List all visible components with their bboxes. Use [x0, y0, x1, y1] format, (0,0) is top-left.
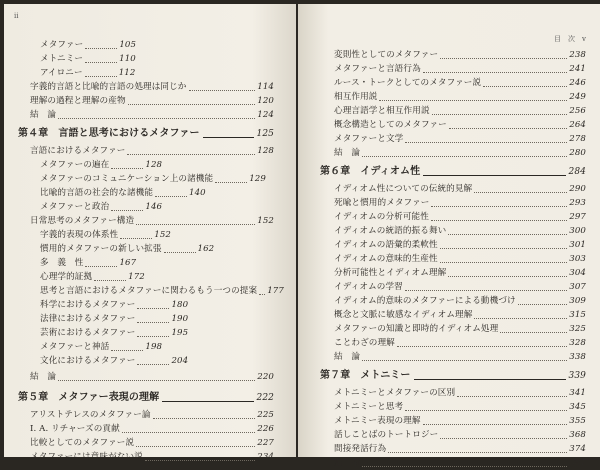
toc-entry-page: 338: [569, 352, 586, 362]
toc-entry: [334, 266, 586, 280]
toc-entry-title: ルース・トークとしてのメタファー説: [334, 78, 482, 88]
toc-entry: [334, 146, 586, 160]
chapter-title: 第７章 メトニミー: [320, 370, 411, 381]
toc-entry-page: 293: [569, 198, 586, 208]
toc-entry-title: 文化におけるメタファー: [40, 356, 136, 366]
dot-leader: [440, 438, 567, 439]
toc-entry-title: メタファーには意味がない説: [30, 452, 143, 462]
toc-entry-page: 180: [171, 300, 189, 310]
dot-leader: [137, 322, 169, 323]
toc-entry-title: メトニミー表現の理解: [334, 416, 421, 426]
toc-entry-page: 146: [145, 202, 163, 212]
toc-entry-page: 315: [569, 310, 586, 320]
toc-entry-page: 345: [569, 402, 586, 412]
toc-entry-title: ことわざの理解: [334, 338, 395, 348]
toc-entry: [30, 370, 274, 384]
toc-entry: [334, 48, 586, 62]
toc-entry: [40, 200, 162, 214]
toc-entry-title: 間接発話行為: [334, 444, 387, 454]
toc-entry: [334, 442, 586, 456]
toc-entry-page: 227: [257, 438, 274, 448]
toc-entry-page: 162: [197, 244, 215, 254]
toc-entry-page: 234: [257, 452, 274, 462]
dot-leader: [440, 248, 568, 249]
toc-entry-page: 246: [569, 78, 586, 88]
toc-entry-page: 177: [267, 286, 284, 296]
dot-leader: [397, 346, 567, 347]
dot-leader: [145, 460, 255, 461]
toc-entry-title: メタファーと文学: [334, 134, 404, 144]
toc-entry-title: 結 論: [334, 458, 361, 468]
dot-leader: [474, 192, 567, 193]
toc-entry: [334, 386, 586, 400]
toc-entry-title: 日常思考のメタファー構造: [30, 216, 135, 226]
toc-entry-page: 278: [569, 134, 586, 144]
toc-entry: [334, 196, 586, 210]
toc-entry-page: 238: [569, 50, 586, 60]
toc-entry-title: メトニミーとメタファーの区別: [334, 388, 456, 398]
toc-entry-title: 概念構造としてのメタファー: [334, 120, 447, 130]
dot-leader: [111, 168, 143, 169]
toc-entry-page: 220: [257, 372, 274, 382]
toc-entry-title: 死喩と慣用的メタファー: [334, 198, 430, 208]
dot-leader: [423, 72, 568, 73]
chapter-heading: [320, 369, 586, 383]
toc-entry-title: 比較としてのメタファー説: [30, 438, 135, 448]
toc-entry: [30, 422, 274, 436]
dot-leader: [362, 466, 567, 467]
dot-leader: [189, 90, 256, 91]
toc-entry-page: 300: [569, 226, 586, 236]
toc-entry: [334, 428, 586, 442]
toc-entry-title: アリストテレスのメタファー論: [30, 410, 151, 420]
toc-entry-page: 129: [249, 174, 266, 184]
dot-leader: [440, 262, 568, 263]
toc-entry-title: 芸術におけるメタファー: [40, 328, 136, 338]
toc-entry-title: 字義的表現の体系性: [40, 230, 119, 240]
dot-leader: [137, 308, 169, 309]
dot-leader: [111, 350, 143, 351]
dot-leader: [405, 142, 567, 143]
toc-entry: [40, 354, 188, 368]
dot-leader: [153, 418, 256, 419]
toc-entry-title: 結 論: [30, 110, 57, 120]
chapter-page: 339: [568, 371, 586, 381]
dot-leader: [137, 336, 169, 337]
toc-entry: [40, 270, 145, 284]
toc-entry: [334, 210, 586, 224]
toc-entry-page: 264: [569, 120, 586, 130]
toc-entry-title: 心理言語学と相互作用説: [334, 106, 430, 116]
toc-entry-title: イディオムの分析可能性: [334, 212, 429, 222]
toc-entry: [30, 94, 274, 108]
dot-leader: [362, 360, 567, 361]
chapter-heading: [18, 127, 274, 141]
toc-entry-page: 249: [569, 92, 586, 102]
toc-entry-title: メタファーと神話: [40, 342, 110, 352]
toc-entry-title: メタファーと政治: [40, 202, 110, 212]
toc-entry-title: 科学におけるメタファー: [40, 300, 136, 310]
chapter-title: 第６章 イディオム性: [320, 166, 421, 177]
toc-entry: [40, 326, 188, 340]
dot-leader: [94, 280, 126, 281]
dot-leader: [136, 224, 255, 225]
chapter-page: 284: [568, 167, 586, 177]
toc-entry-page: 304: [569, 268, 586, 278]
toc-entry: [334, 224, 586, 238]
toc-entry-title: メトニミー: [40, 54, 84, 64]
dot-leader: [379, 100, 567, 101]
dot-leader: [474, 318, 567, 319]
toc-entry: [334, 182, 586, 196]
dot-leader: [405, 410, 567, 411]
toc-entry-page: 198: [145, 342, 163, 352]
toc-entry-title: イディオムの統語的振る舞い: [334, 226, 447, 236]
toc-entry-title: 分析可能性とイディオム理解: [334, 268, 447, 278]
toc-entry-page: 152: [154, 230, 171, 240]
toc-entry: [30, 214, 274, 228]
toc-entry: [334, 62, 586, 76]
dot-leader: [85, 62, 117, 63]
dot-leader: [136, 446, 255, 447]
dot-leader: [432, 114, 568, 115]
toc-entry-title: メトニミーと思考: [334, 402, 404, 412]
chapter-page: 125: [256, 129, 274, 139]
dot-leader: [449, 128, 567, 129]
toc-entry-title: 字義的言語と比喩的言語の処理は同じか: [30, 82, 187, 92]
dot-leader: [85, 266, 117, 267]
toc-entry-title: イディオムの語彙的柔軟性: [334, 240, 438, 250]
toc-entry-title: I. A. リチャーズの貢献: [30, 424, 120, 434]
toc-entry-page: 297: [569, 212, 586, 222]
dot-leader: [448, 234, 567, 235]
chapter-rule: [162, 401, 253, 402]
dot-leader: [362, 156, 567, 157]
toc-entry: [30, 450, 274, 464]
dot-leader: [448, 276, 567, 277]
toc-entry-title: 相互作用説: [334, 92, 378, 102]
toc-entry-page: 256: [569, 106, 586, 116]
dot-leader: [58, 380, 255, 381]
dot-leader: [85, 48, 117, 49]
toc-entry-page: 120: [257, 96, 274, 106]
toc-entry-title: アイロニー: [40, 68, 83, 78]
toc-entry-page: 325: [569, 324, 586, 334]
toc-entry-page: 204: [171, 356, 189, 366]
toc-entry-page: 241: [569, 64, 586, 74]
toc-entry-title: メタファーと言語行為: [334, 64, 421, 74]
toc-entry-title: メタファーの知識と即時的イディオム処理: [334, 324, 499, 334]
toc-entry: [334, 456, 586, 470]
toc-entry-title: メタファー: [40, 40, 84, 50]
dot-leader: [85, 76, 117, 77]
toc-entry-title: メタファーのコミュニケーション上の諸機能: [40, 174, 214, 184]
toc-entry: [334, 238, 586, 252]
dot-leader: [431, 206, 567, 207]
toc-entry-title: 多 義 性: [40, 258, 84, 268]
toc-entry-title: 慣用的メタファーの新しい拡張: [40, 244, 162, 254]
toc-entry: [334, 336, 586, 350]
chapter-rule: [423, 175, 565, 176]
toc-entry-title: 比喩的言語の社会的な諸機能: [40, 188, 154, 198]
toc-entry: [40, 340, 162, 354]
dot-leader: [388, 452, 567, 453]
dot-leader: [127, 154, 255, 155]
toc-entry-title: 結 論: [334, 352, 361, 362]
toc-entry-title: 思考と言語におけるメタファーに関わるもう一つの提案: [40, 286, 258, 296]
toc-entry: [334, 76, 586, 90]
toc-entry-title: イディオムの意味的生産性: [334, 254, 438, 264]
left-page: [4, 4, 296, 462]
toc-entry-title: 理解の過程と理解の産物: [30, 96, 126, 106]
toc-entry: [40, 284, 284, 298]
toc-entry: [40, 38, 136, 52]
toc-entry-page: 172: [128, 272, 145, 282]
dot-leader: [215, 182, 247, 183]
toc-entry-page: 152: [257, 216, 274, 226]
right-page: [298, 4, 600, 468]
toc-entry-page: 301: [569, 240, 586, 250]
toc-entry-page: 381: [569, 458, 586, 468]
toc-entry: [30, 436, 274, 450]
toc-entry-page: 374: [569, 444, 586, 454]
toc-entry-title: 話しことばのトートロジー: [334, 430, 439, 440]
toc-entry: [40, 66, 135, 80]
toc-entry-page: 303: [569, 254, 586, 264]
toc-entry: [30, 144, 274, 158]
chapter-page: 222: [256, 393, 274, 403]
dot-leader: [128, 104, 256, 105]
toc-entry: [40, 186, 206, 200]
dot-leader: [457, 396, 567, 397]
dot-leader: [120, 238, 152, 239]
chapter-title: 第５章 メタファー表現の理解: [18, 392, 160, 403]
toc-entry-page: 110: [119, 54, 136, 64]
toc-entry-page: 114: [257, 82, 274, 92]
dot-leader: [483, 86, 567, 87]
toc-entry: [334, 280, 586, 294]
toc-entry-title: 結 論: [30, 372, 57, 382]
toc-entry: [334, 294, 586, 308]
dot-leader: [423, 424, 568, 425]
toc-entry-page: 290: [569, 184, 586, 194]
dot-leader: [137, 364, 169, 365]
chapter-heading: [18, 391, 274, 405]
toc-entry: [334, 322, 586, 336]
toc-entry-page: 195: [171, 328, 189, 338]
toc-entry-page: 355: [569, 416, 586, 426]
right-running-head: 目 次 v: [554, 35, 586, 43]
toc-entry: [30, 108, 274, 122]
left-page-number: ii: [14, 12, 19, 20]
toc-entry-page: 128: [145, 160, 163, 170]
chapter-title: 第４章 言語と思考におけるメタファー: [18, 128, 200, 139]
toc-entry-page: 368: [569, 430, 586, 440]
toc-entry-page: 309: [569, 296, 586, 306]
dot-leader: [58, 118, 255, 119]
toc-entry-page: 280: [569, 148, 586, 158]
toc-entry: [334, 252, 586, 266]
dot-leader: [155, 196, 187, 197]
toc-entry: [334, 118, 586, 132]
toc-entry-title: 言語におけるメタファー: [30, 146, 126, 156]
toc-entry-page: 124: [257, 110, 274, 120]
toc-entry: [40, 256, 136, 270]
toc-entry-page: 307: [569, 282, 586, 292]
toc-entry-page: 112: [118, 68, 136, 78]
dot-leader: [122, 432, 255, 433]
dot-leader: [500, 332, 567, 333]
toc-entry-title: メタファーの遍在: [40, 160, 110, 170]
toc-entry-title: イディオムの学習: [334, 282, 403, 292]
dot-leader: [259, 294, 265, 295]
toc-entry: [334, 350, 586, 364]
toc-entry: [334, 308, 586, 322]
toc-entry-page: 341: [569, 388, 586, 398]
toc-entry-page: 226: [257, 424, 274, 434]
toc-entry-title: イディオム性についての伝統的見解: [334, 184, 473, 194]
toc-entry-title: 変則性としてのメタファー: [334, 50, 439, 60]
dot-leader: [431, 220, 567, 221]
toc-entry: [40, 242, 214, 256]
dot-leader: [164, 252, 196, 253]
toc-entry: [30, 408, 274, 422]
toc-entry: [334, 414, 586, 428]
toc-entry-page: 328: [569, 338, 586, 348]
chapter-rule: [414, 379, 566, 380]
toc-entry-page: 225: [257, 410, 274, 420]
toc-entry-page: 140: [189, 188, 206, 198]
toc-entry: [40, 228, 171, 242]
toc-entry-title: 結 論: [334, 148, 361, 158]
dot-leader: [440, 58, 567, 59]
toc-entry: [334, 90, 586, 104]
toc-entry-title: 法律におけるメタファー: [40, 314, 136, 324]
dot-leader: [405, 290, 567, 291]
toc-entry-page: 167: [119, 258, 137, 268]
toc-entry-title: 心理学的証拠: [40, 272, 93, 282]
toc-entry: [334, 104, 586, 118]
toc-entry-title: 概念と文脈に敏感なイディオム理解: [334, 310, 473, 320]
toc-entry: [40, 312, 188, 326]
toc-entry: [40, 158, 162, 172]
toc-entry-page: 190: [171, 314, 189, 324]
chapter-heading: [320, 165, 586, 179]
dot-leader: [518, 304, 568, 305]
toc-entry: [334, 132, 586, 146]
dot-leader: [111, 210, 143, 211]
toc-entry: [30, 80, 274, 94]
toc-entry-page: 128: [257, 146, 274, 156]
toc-entry: [40, 52, 136, 66]
toc-entry: [40, 172, 266, 186]
toc-entry: [40, 298, 188, 312]
toc-entry: [334, 400, 586, 414]
chapter-rule: [203, 137, 254, 138]
toc-entry-page: 105: [119, 40, 137, 50]
toc-entry-title: イディオム的意味のメタファーによる動機づけ: [334, 296, 516, 306]
